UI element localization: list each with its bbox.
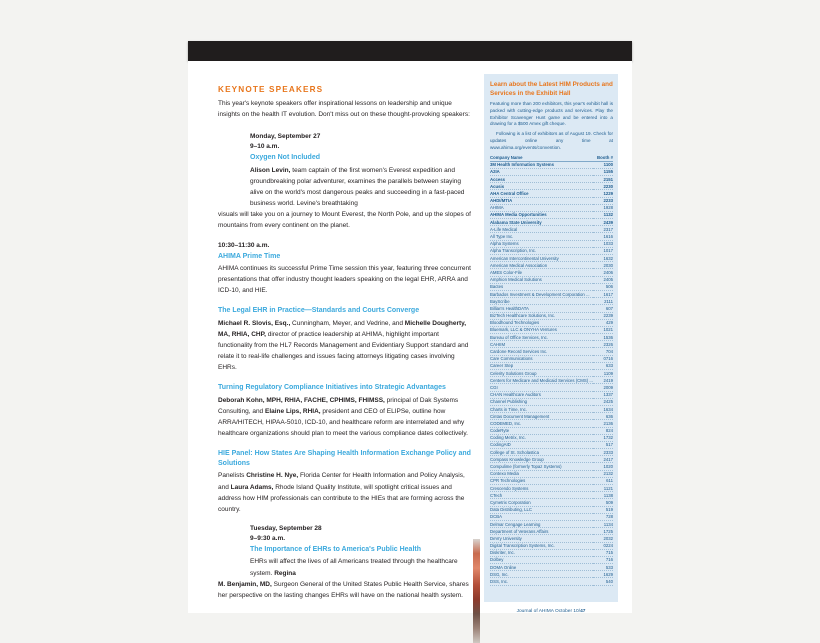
- exhibitor-company: CTech: [490, 492, 593, 499]
- exhibitor-company: Bactes: [490, 283, 593, 290]
- exhibitor-row: [490, 477, 613, 484]
- exhibitor-booth: 633: [593, 362, 613, 369]
- exhibitor-booth: 2326: [593, 341, 613, 348]
- exhibitor-booth: 2009: [593, 384, 613, 391]
- session-day: Monday, September 27: [250, 133, 321, 141]
- exhibitor-row: [490, 211, 613, 218]
- exhibitor-row: [490, 549, 613, 556]
- exhibitor-row: [490, 290, 613, 297]
- page-masthead-bar: [188, 41, 632, 61]
- exhibitor-company: Crescendo Systems: [490, 485, 593, 492]
- exhibitor-booth: 2406: [593, 269, 613, 276]
- exhibitor-row: [490, 427, 613, 434]
- exhibitor-booth: 1138: [593, 492, 613, 499]
- session-regulatory-compliance: [218, 383, 472, 439]
- exhibitor-row: [490, 398, 613, 405]
- session-body: Michael R. Slovis, Esq., Cunningham, Meyer, and Vedrine, and Michelle Dougherty, MA, RHIA, CHP, director of practice leadership at AHIMA, highlight important functionality from the HL7 Records Management and Evidentiary Support standard and relate it to real-life challenges and issues facing attorneys litigating cases involving EHRs.: [218, 319, 469, 372]
- exhibitor-company: 3M Health Information Systems: [490, 161, 593, 168]
- exhibitor-row: [490, 449, 613, 456]
- session-time: 9–10 a.m.: [250, 143, 280, 151]
- exhibitor-company: Bureau of Office Services, Inc.: [490, 334, 593, 341]
- exhibitor-company: Acusis: [490, 183, 593, 190]
- session-tuesday: [250, 524, 472, 579]
- exhibitor-booth: 540: [593, 578, 613, 585]
- exhibitor-row: [490, 341, 613, 348]
- exhibitor-booth: 2136: [593, 420, 613, 427]
- session-body-indented: Alison Levin, team captain of the first women's Everest expedition and groundbreaking polar adventurer, examines the parallels between staying alive on the world's most dangerous peaks and succeeding in a fast-paced business world. Levine's breathtaking: [250, 166, 465, 208]
- exhibitor-row: [490, 456, 613, 463]
- exhibitor-company: AHA Central Office: [490, 190, 593, 197]
- exhibitor-booth: 1033: [593, 240, 613, 247]
- exhibitor-row: [490, 535, 613, 542]
- exhibitor-booth: 611: [593, 477, 613, 484]
- exhibitor-company: Coding Metrix, Inc.: [490, 434, 593, 441]
- exhibitor-row: [490, 269, 613, 276]
- exhibitor-booth: 636: [593, 413, 613, 420]
- exhibitor-company: AMES Color-File: [490, 269, 593, 276]
- exhibitor-company: College of St. Scholastica: [490, 449, 593, 456]
- exhibitor-booth: 1020: [593, 463, 613, 470]
- exhibitor-booth: 1017: [593, 247, 613, 254]
- exhibitor-booth: 1732: [593, 434, 613, 441]
- exhibitor-booth: 1632: [593, 255, 613, 262]
- exhibitor-company: CodeRyte: [490, 427, 593, 434]
- exhibitor-booth: 2317: [593, 226, 613, 233]
- exhibitor-booth: 0224: [593, 542, 613, 549]
- exhibitor-row: [490, 161, 613, 168]
- exhibitor-row: [490, 578, 613, 585]
- exhibitor-row: [490, 384, 613, 391]
- exhibitor-company: Data Distributing, LLC: [490, 506, 593, 513]
- exhibitor-table: [490, 155, 613, 586]
- session-body-continued: M. Benjamin, MD, Surgeon General of the United States Public Health Service, shares her perspective on the lasting changes EHRs will have on the national health system.: [218, 580, 469, 599]
- exhibitor-booth: 2132: [593, 470, 613, 477]
- page-sheet: [188, 61, 632, 613]
- exhibitor-company: Cymetrix Corporation: [490, 499, 593, 506]
- exhibitor-company: Alpha Systems: [490, 240, 593, 247]
- exhibitor-booth: 2425: [593, 398, 613, 405]
- exhibitor-row: [490, 434, 613, 441]
- section-title: KEYNOTE SPEAKERS: [218, 85, 324, 94]
- exhibitor-company: Contexo Media: [490, 470, 593, 477]
- exhibitor-company: CodingAID: [490, 441, 593, 448]
- exhibitor-row: [490, 564, 613, 571]
- sidebar-paragraph-1: Featuring more than 200 exhibitors, this year's exhibit hall is packed with cutting-edge products and services. Play the Exhibitor Scavenger Hunt game and be entered into a drawing for a $500 Amex gift cheque.: [490, 101, 613, 127]
- exhibitor-row: [490, 499, 613, 506]
- exhibit-hall-sidebar: [484, 74, 618, 602]
- session-hie-panel: [218, 449, 472, 515]
- exhibitor-row: [490, 441, 613, 448]
- session-time: 10:30–11:30 a.m.: [218, 241, 270, 249]
- exhibitor-booth: 1132: [593, 211, 613, 218]
- exhibitor-row: [490, 355, 613, 362]
- exhibitor-booth: 517: [593, 441, 613, 448]
- exhibitor-booth: 2439: [593, 219, 613, 226]
- exhibitor-row: [490, 413, 613, 420]
- exhibitor-company: CODEMED, Inc.: [490, 420, 593, 427]
- exhibitor-company: CHAN Healthcare Auditors: [490, 391, 593, 398]
- session-title: The Importance of EHRs to America's Public Health: [250, 546, 421, 554]
- exhibitor-row: [490, 470, 613, 477]
- session-body: Panelists Christine H. Nye, Florida Center for Health Information and Policy Analysis, and Laura Adams, Rhode Island Quality Institute, will spotlight critical issues and address how HIM professionals can contribute to the HIEs that are forming across the country.: [218, 472, 465, 513]
- session-monday: [250, 132, 472, 209]
- exhibitor-row: [490, 276, 613, 283]
- exhibitor-row: [490, 405, 613, 412]
- exhibitor-table-body: [490, 155, 613, 586]
- exhibitor-booth: 715: [593, 549, 613, 556]
- exhibitor-row: [490, 183, 613, 190]
- exhibitor-booth: 506: [593, 283, 613, 290]
- exhibitor-company: BayScribe: [490, 298, 593, 305]
- session-body-continued: visuals will take you on a journey to Mount Everest, the North Pole, and up the slopes of mountains from every continent on the planet.: [218, 211, 471, 230]
- exhibitor-company: American Intercontinental University: [490, 255, 593, 262]
- exhibitor-row: [490, 463, 613, 470]
- section-intro: This year's keynote speakers offer inspirational lessons on leadership and unique insights on the health IT evolution. Don't miss out on these thought-provoking speakers:: [218, 100, 470, 119]
- column-header-company: Company Name: [490, 155, 593, 162]
- exhibitor-row: [490, 240, 613, 247]
- exhibitor-booth: 1100: [593, 161, 613, 168]
- session-title: Oxygen Not Included: [250, 154, 321, 162]
- exhibitor-booth: 2030: [593, 262, 613, 269]
- exhibitor-row: [490, 556, 613, 563]
- exhibitor-row: [490, 542, 613, 549]
- session-time: 9–9:30 a.m.: [250, 535, 286, 543]
- exhibitor-company: DSG, Inc.: [490, 571, 593, 578]
- exhibitor-company: AHIMA: [490, 204, 593, 211]
- session-title: AHIMA Prime Time: [218, 252, 281, 260]
- exhibitor-booth: 1616: [593, 233, 613, 240]
- exhibitor-row: [490, 190, 613, 197]
- exhibitor-company: Access: [490, 175, 593, 182]
- exhibitor-row: [490, 247, 613, 254]
- exhibitor-company: Billian's HealthDATA: [490, 305, 593, 312]
- column-header-booth: Booth #: [593, 155, 613, 162]
- session-title: Turning Regulatory Compliance Initiatives into Strategic Advantages: [218, 384, 446, 392]
- session-prime-time: [218, 241, 472, 297]
- exhibitor-company: Alabama State University: [490, 219, 593, 226]
- exhibitor-company: Cintas Document Management: [490, 413, 593, 420]
- session-body-indented: EHRs will affect the lives of all Americans treated through the healthcare system. Regina: [250, 558, 458, 577]
- exhibitor-company: BizTech Healthcare Solutions, Inc.: [490, 312, 593, 319]
- exhibitor-row: [490, 262, 613, 269]
- exhibitor-row: [490, 312, 613, 319]
- exhibitor-booth: 728: [593, 513, 613, 520]
- exhibitor-company: CPR Technologies: [490, 477, 593, 484]
- exhibitor-booth: 2239: [593, 312, 613, 319]
- footer-text: Journal of AHIMA October 10/: [516, 609, 581, 614]
- exhibitor-row: [490, 528, 613, 535]
- exhibitor-booth: 1155: [593, 168, 613, 175]
- exhibitor-row: [490, 370, 613, 377]
- exhibitor-row: [490, 168, 613, 175]
- exhibitor-booth: 533: [593, 564, 613, 571]
- exhibitor-company: Dolbey: [490, 556, 593, 563]
- exhibitor-row: [490, 334, 613, 341]
- exhibitor-row: [490, 326, 613, 333]
- exhibitor-company: Celerity Solutions Group: [490, 370, 593, 377]
- exhibitor-booth: 1134: [593, 520, 613, 527]
- session-body: AHIMA continues its successful Prime Time session this year, featuring three concurrent presentations that offer industry thought leaders speaking on the legal EHR, ARRA and ICD-10, and HIE.: [218, 264, 471, 295]
- exhibitor-row: [490, 348, 613, 355]
- exhibitor-company: Compass Knowledge Group: [490, 456, 593, 463]
- exhibitor-booth: 1617: [593, 290, 613, 297]
- exhibitor-company: Delmar Cengage Learning: [490, 520, 593, 527]
- exhibitor-booth: 2233: [593, 197, 613, 204]
- exhibitor-booth: 2405: [593, 276, 613, 283]
- exhibitor-company: A2IA: [490, 168, 593, 175]
- exhibitor-company: CGI: [490, 384, 593, 391]
- exhibitor-row: [490, 520, 613, 527]
- exhibitor-booth: 1121: [593, 485, 613, 492]
- sidebar-title: Learn about the Latest HIM Products and Services in the Exhibit Hall: [490, 81, 613, 97]
- session-title: The Legal EHR in Practice—Standards and Courts Converge: [218, 307, 420, 315]
- exhibitor-company: Alpha Transcription, Inc.: [490, 247, 593, 254]
- exhibitor-company: Barbados Investment & Development Corporation ...: [490, 290, 593, 297]
- exhibitor-booth: 704: [593, 348, 613, 355]
- exhibitor-company: American Medical Association: [490, 262, 593, 269]
- exhibitor-booth: 1337: [593, 391, 613, 398]
- exhibitor-company: DeVry University: [490, 535, 593, 542]
- exhibitor-booth: 607: [593, 305, 613, 312]
- exhibitor-booth: 2111: [593, 298, 613, 305]
- exhibitor-booth: 429: [593, 319, 613, 326]
- exhibitor-booth: 1725: [593, 528, 613, 535]
- exhibitor-row: [490, 305, 613, 312]
- footer-page-number: 47: [580, 609, 586, 614]
- exhibitor-booth: 1928: [593, 204, 613, 211]
- exhibitor-company: Career Step: [490, 362, 593, 369]
- exhibitor-row: [490, 506, 613, 513]
- exhibitor-company: A-Life Medical: [490, 226, 593, 233]
- exhibitor-booth: 716: [593, 556, 613, 563]
- exhibitor-company: Channel Publishing: [490, 398, 593, 405]
- exhibitor-booth: 2151: [593, 175, 613, 182]
- exhibitor-row: [490, 362, 613, 369]
- exhibitor-row: [490, 298, 613, 305]
- exhibitor-booth: 1109: [593, 370, 613, 377]
- exhibitor-company: AHDI/MTIA: [490, 197, 593, 204]
- exhibitor-booth: 509: [593, 499, 613, 506]
- exhibitor-booth: 519: [593, 506, 613, 513]
- exhibitor-row: [490, 283, 613, 290]
- exhibitor-company: All Type Inc.: [490, 233, 593, 240]
- exhibitor-row: [490, 571, 613, 578]
- exhibitor-row: [490, 204, 613, 211]
- keynote-column: [218, 85, 472, 601]
- exhibitor-company: Amphion Medical Solutions: [490, 276, 593, 283]
- sidebar-paragraph-2: Following is a list of exhibitors as of August 19. Check for updates online any time at www.ahima.org/events/convention.: [490, 131, 613, 150]
- exhibitor-booth: 1629: [593, 571, 613, 578]
- exhibitor-row: [490, 420, 613, 427]
- exhibitor-company: Digital Transcription Systems, Inc.: [490, 542, 593, 549]
- exhibitor-booth: 1229: [593, 190, 613, 197]
- session-legal-ehr: [218, 306, 472, 373]
- exhibitor-row: [490, 485, 613, 492]
- session-day: Tuesday, September 28: [250, 525, 322, 533]
- exhibitor-row: [490, 175, 613, 182]
- session-title: HIE Panel: How States Are Shaping Health Information Exchange Policy and Solutions: [218, 450, 471, 468]
- exhibitor-row: [490, 492, 613, 499]
- exhibitor-row: [490, 233, 613, 240]
- exhibitor-booth: 2032: [593, 535, 613, 542]
- exhibitor-row: [490, 319, 613, 326]
- exhibitor-booth: 824: [593, 427, 613, 434]
- page-footer: [484, 609, 618, 614]
- photo-strip: [473, 539, 480, 643]
- exhibitor-row: [490, 513, 613, 520]
- exhibitor-booth: 1634: [593, 405, 613, 412]
- exhibitor-company: DOMA Online: [490, 564, 593, 571]
- exhibitor-booth: 2419: [593, 377, 613, 384]
- exhibitor-row: [490, 377, 613, 384]
- exhibitor-company: DCBA: [490, 513, 593, 520]
- exhibitor-company: Care Communications: [490, 355, 593, 362]
- exhibitor-company: Compulime (formerly Topaz Systems): [490, 463, 593, 470]
- exhibitor-booth: 2230: [593, 183, 613, 190]
- exhibitor-company: Diskriter, Inc.: [490, 549, 593, 556]
- exhibitor-company: Cardone Record Services Inc.: [490, 348, 593, 355]
- exhibitor-company: Department of Veterans Affairs: [490, 528, 593, 535]
- exhibitor-company: DSS, Inc.: [490, 578, 593, 585]
- exhibitor-company: Charts in Time, Inc.: [490, 405, 593, 412]
- session-body: Deborah Kohn, MPH, RHIA, FACHE, CPHIMS, FHIMSS, principal of Dak Systems Consulting, and Elaine Lips, RHIA, president and CEO of ELIPSe, outline how ARRA/HITECH, HIPAA-5010, ICD-10, and healthcare reform are interrelated and why healthcare organizations should plan to meet the various compliance dates collectively.: [218, 396, 468, 438]
- exhibitor-row: [490, 391, 613, 398]
- exhibitor-booth: 2417: [593, 456, 613, 463]
- exhibitor-booth: 1021: [593, 326, 613, 333]
- exhibitor-company: Centers for Medicare and Medicaid Services (CMS) ...: [490, 377, 593, 383]
- exhibitor-booth: 2333: [593, 449, 613, 456]
- exhibitor-booth: 0716: [593, 355, 613, 362]
- exhibitor-row: [490, 219, 613, 226]
- exhibitor-company: Bluemark, LLC & ONYHA Ventures: [490, 326, 593, 333]
- exhibitor-row: [490, 255, 613, 262]
- exhibitor-company: AHIMA Media Opportunities: [490, 211, 593, 218]
- exhibitor-row: [490, 226, 613, 233]
- exhibitor-company: CAHIIM: [490, 341, 593, 348]
- exhibitor-company: Bloodhound Technologies: [490, 319, 593, 326]
- exhibitor-row: [490, 197, 613, 204]
- exhibitor-booth: 1536: [593, 334, 613, 341]
